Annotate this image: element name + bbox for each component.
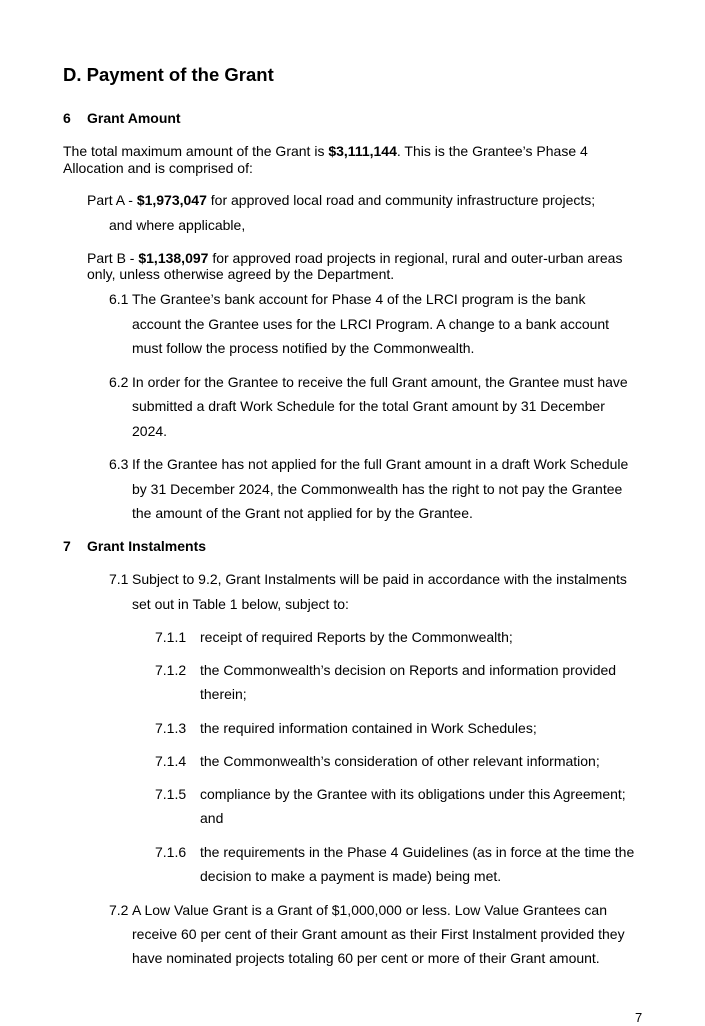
part-b-line-2: only, unless otherwise agreed by the Department. xyxy=(87,266,395,282)
part-a-line xyxy=(87,192,595,209)
clause-6-2-line-2: submitted a draft Work Schedule for the total Grant amount by 31 December xyxy=(132,398,605,414)
clause-6-number: 6 xyxy=(63,110,71,126)
section-title: D. Payment of the Grant xyxy=(63,64,274,85)
clause-7-1-1-line-1: receipt of required Reports by the Commonwealth; xyxy=(200,629,513,645)
clause-7-number: 7 xyxy=(63,538,71,554)
part-a-amount: $1,973,047 xyxy=(136,192,207,208)
clause-7-1-line-2: set out in Table 1 below, subject to: xyxy=(132,596,349,612)
grant-amount-intro-line-1 xyxy=(63,143,588,160)
page-number: 7 xyxy=(635,1010,643,1025)
clause-6-2-line-1: In order for the Grantee to receive the full Grant amount, the Grantee must have xyxy=(132,374,628,390)
part-a-label: Part A - xyxy=(87,192,137,208)
grant-amount-intro-line-2: Allocation and is comprised of: xyxy=(63,160,253,176)
clause-7-title: Grant Instalments xyxy=(87,538,207,554)
clause-7-1-2-line-1: the Commonwealth’s decision on Reports and information provided xyxy=(200,662,617,678)
clause-6-2-number: 6.2 xyxy=(109,374,129,390)
clause-6-1-line-2: account the Grantee uses for the LRCI Program. A change to a bank account xyxy=(132,316,610,332)
clause-6-2-line-3: 2024. xyxy=(132,423,168,439)
clause-7-1-5-number: 7.1.5 xyxy=(155,786,187,802)
part-b-text: for approved road projects in regional, rural and outer-urban areas xyxy=(208,250,623,266)
clause-7-1-2-number: 7.1.2 xyxy=(155,662,187,678)
clause-7-1-6-line-1: the requirements in the Phase 4 Guidelines (as in force at the time the xyxy=(200,844,635,860)
intro-text: The total maximum amount of the Grant is xyxy=(63,143,329,159)
part-b-amount: $1,138,097 xyxy=(138,250,209,266)
clause-7-1-1-number: 7.1.1 xyxy=(155,629,187,645)
clause-7-1-3-number: 7.1.3 xyxy=(155,720,187,736)
part-b-line xyxy=(87,250,622,267)
clause-6-1-number: 6.1 xyxy=(109,291,129,307)
part-b-label: Part B - xyxy=(87,250,139,266)
part-a-continuation: and where applicable, xyxy=(109,217,246,233)
clause-6-title: Grant Amount xyxy=(87,110,181,126)
clause-7-2-line-1: A Low Value Grant is a Grant of $1,000,000 or less. Low Value Grantees can xyxy=(132,902,607,918)
clause-7-1-3-line-1: the required information contained in Work Schedules; xyxy=(200,720,537,736)
intro-text-post: . This is the Grantee’s Phase 4 xyxy=(396,143,588,159)
clause-7-1-5-line-2: and xyxy=(200,810,224,826)
clause-7-1-6-line-2: decision to make a payment is made) being met. xyxy=(200,868,502,884)
clause-6-3-number: 6.3 xyxy=(109,456,129,472)
clause-6-1-line-3: must follow the process notified by the Commonwealth. xyxy=(132,340,475,356)
clause-7-1-2-line-2: therein; xyxy=(200,686,247,702)
clause-7-1-6-number: 7.1.6 xyxy=(155,844,187,860)
part-a-text: for approved local road and community infrastructure projects; xyxy=(206,192,596,208)
clause-6-3-line-1: If the Grantee has not applied for the full Grant amount in a draft Work Schedule xyxy=(132,456,629,472)
clause-7-1-5-line-1: compliance by the Grantee with its obligations under this Agreement; xyxy=(200,786,626,802)
clause-6-3-line-3: the amount of the Grant not applied for by the Grantee. xyxy=(132,505,473,521)
clause-7-1-line-1: Subject to 9.2, Grant Instalments will be paid in accordance with the instalments xyxy=(132,571,627,587)
clause-7-2-line-3: have nominated projects totaling 60 per cent or more of their Grant amount. xyxy=(132,950,600,966)
clause-6-1-line-1: The Grantee’s bank account for Phase 4 of the LRCI program is the bank xyxy=(132,291,586,307)
clause-7-2-line-2: receive 60 per cent of their Grant amount as their First Instalment provided they xyxy=(132,926,625,942)
clause-6-3-line-2: by 31 December 2024, the Commonwealth has the right to not pay the Grantee xyxy=(132,481,623,497)
total-grant-amount: $3,111,144 xyxy=(328,143,397,159)
clause-7-1-number: 7.1 xyxy=(109,571,129,587)
clause-7-2-number: 7.2 xyxy=(109,902,129,918)
clause-7-1-4-number: 7.1.4 xyxy=(155,753,187,769)
clause-7-1-4-line-1: the Commonwealth’s consideration of other relevant information; xyxy=(200,753,600,769)
